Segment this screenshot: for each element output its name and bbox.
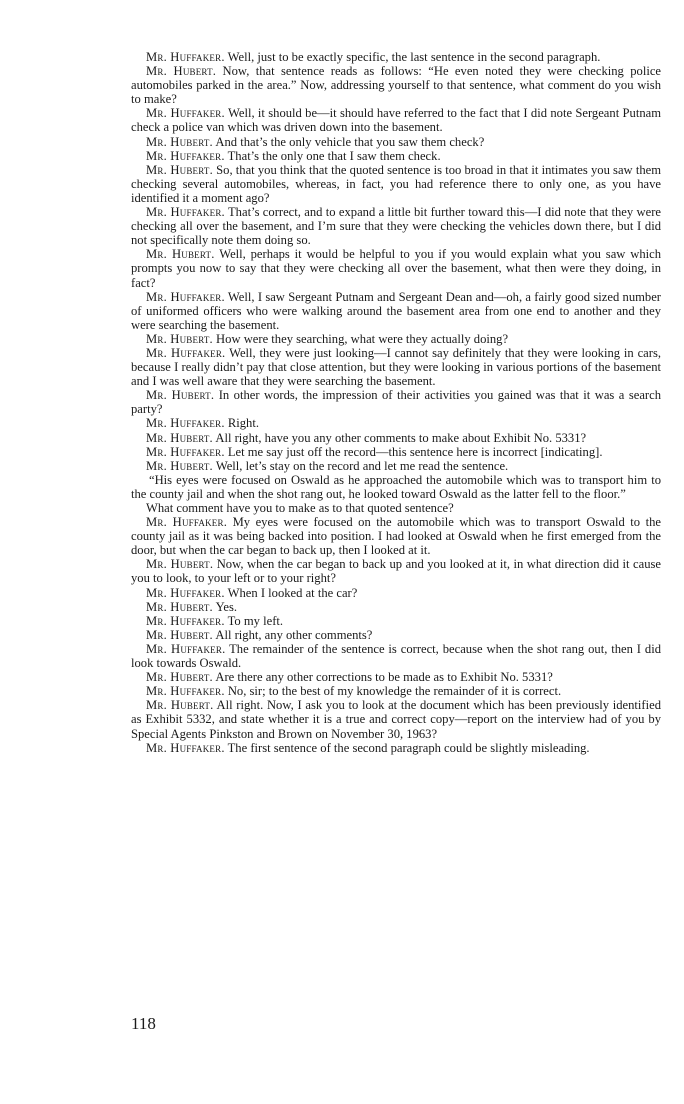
paragraph-text: “His eyes were focused on Oswald as he approached the automobile which was to transport him to the county jail and when the shot rang out, he looked toward Oswald as the latter fell to the floor.” — [131, 472, 661, 501]
transcript-paragraph — [131, 459, 661, 473]
speaker-label: Mr. Hubert. — [146, 599, 213, 614]
transcript-paragraph — [131, 163, 661, 205]
speaker-label: Mr. Huffaker. — [146, 613, 225, 628]
paragraph-text: Well, perhaps it would be helpful to you if you would explain what you saw which prompts you now to say that they were checking all over the basement, what then were they doing, in fact? — [131, 247, 661, 290]
paragraph-text: Well, it should be—it should have referred to the fact that I did note Sergeant Putnam check a police van which was driven down into the basement. — [131, 106, 662, 135]
paragraph-text: My eyes were focused on the automobile which was to transport Oswald to the county jail as it was being backed into position. I had looked at Oswald when he first emerged from the door, but when the car began to back up, then I looked at it. — [131, 515, 662, 558]
speaker-label: Mr. Huffaker. — [146, 684, 225, 699]
speaker-label: Mr. Huffaker. — [146, 416, 225, 431]
paragraph-text: In other words, the impression of their activities you gained was that it was a search party? — [131, 388, 662, 417]
paragraph-text: That’s the only one that I saw them check. — [224, 148, 441, 163]
paragraph-text: Are there any other corrections to be made as to Exhibit No. 5331? — [212, 670, 553, 685]
transcript-paragraph — [131, 600, 661, 614]
paragraph-text: And that’s the only vehicle that you saw them check? — [212, 134, 485, 149]
transcript-paragraph — [131, 106, 661, 134]
paragraph-text: To my left. — [224, 613, 284, 628]
speaker-label: Mr. Huffaker. — [146, 50, 225, 64]
transcript-paragraph — [131, 586, 661, 600]
transcript-paragraph — [131, 290, 661, 332]
paragraph-text: The remainder of the sentence is correct, because when the shot rang out, then I did look towards Oswald. — [131, 641, 661, 671]
transcript-paragraph — [131, 557, 661, 585]
speaker-label: Mr. Hubert. — [146, 627, 213, 642]
speaker-label: Mr. Huffaker. — [146, 289, 225, 304]
speaker-label: Mr. Hubert. — [146, 64, 217, 79]
speaker-label: Mr. Huffaker. — [146, 444, 225, 459]
paragraph-text: Yes. — [212, 599, 238, 614]
paragraph-text: How were they searching, what were they actually doing? — [212, 331, 509, 346]
speaker-label: Mr. Hubert. — [146, 698, 214, 713]
transcript-paragraph — [131, 501, 661, 515]
transcript-paragraph — [131, 346, 661, 388]
speaker-label: Mr. Hubert. — [146, 430, 213, 445]
speaker-label: Mr. Huffaker. — [146, 106, 225, 121]
transcript-paragraph — [131, 135, 661, 149]
transcript-paragraph — [131, 741, 661, 755]
speaker-label: Mr. Huffaker. — [146, 740, 225, 755]
paragraph-text: What comment have you to make as to that quoted sentence? — [146, 501, 454, 515]
paragraph-text: Well, just to be exactly specific, the last sentence in the second paragraph. — [224, 50, 601, 64]
transcript-paragraph — [131, 698, 661, 740]
speaker-label: Mr. Hubert. — [146, 557, 214, 572]
transcript-paragraph — [131, 642, 661, 670]
speaker-label: Mr. Hubert. — [146, 134, 213, 149]
speaker-label: Mr. Hubert. — [146, 331, 213, 346]
speaker-label: Mr. Huffaker. — [146, 641, 226, 656]
transcript-paragraph — [131, 614, 661, 628]
paragraph-text: All right, have you any other comments to make about Exhibit No. 5331? — [212, 430, 587, 445]
transcript-paragraph — [131, 332, 661, 346]
speaker-label: Mr. Huffaker. — [146, 205, 225, 220]
paragraph-text: Right. — [224, 416, 259, 431]
transcript-paragraph — [131, 684, 661, 698]
paragraph-text: Now, when the car began to back up and you looked at it, in what direction did it cause you to look, to your left or to your right? — [131, 557, 661, 586]
speaker-label: Mr. Huffaker. — [146, 585, 225, 600]
paragraph-text: When I looked at the car? — [224, 585, 358, 600]
paragraph-text: Well, I saw Sergeant Putnam and Sergeant Dean and—oh, a fairly good sized number of uniformed officers who were walking around the basement area from one end to another and they were searching the basement. — [131, 289, 662, 332]
transcript-paragraph — [131, 445, 661, 459]
transcript-paragraph — [131, 149, 661, 163]
paragraph-text: So, that you think that the quoted sentence is too broad in that it intimates you saw them checking several automobiles, whereas, in fact, you had reference there to only one, as you have identified it a moment ago? — [131, 162, 662, 205]
transcript-paragraph — [131, 247, 661, 289]
transcript-paragraph — [131, 515, 661, 557]
paragraph-text: All right, any other comments? — [212, 627, 373, 642]
speaker-label: Mr. Huffaker. — [146, 515, 228, 530]
transcript-paragraph — [131, 205, 661, 247]
page-number: 118 — [131, 1014, 156, 1033]
speaker-label: Mr. Hubert. — [146, 458, 213, 473]
speaker-label: Mr. Huffaker. — [146, 345, 226, 360]
speaker-label: Mr. Hubert. — [146, 388, 215, 403]
paragraph-text: Now, that sentence reads as follows: “He even noted they were checking police automobiles parked in the area.” Now, addressing yourself to that sentence, what comment do you wish to make? — [131, 64, 662, 107]
speaker-label: Mr. Hubert. — [146, 670, 213, 685]
transcript-paragraph — [131, 473, 661, 501]
speaker-label: Mr. Huffaker. — [146, 148, 225, 163]
paragraph-text: Well, they were just looking—I cannot say definitely that they were looking in cars, because I really didn’t pay that close attention, but they were looking in various portions of the basement and I was well aware that they were searching the basement. — [131, 345, 662, 389]
speaker-label: Mr. Hubert. — [146, 162, 213, 177]
paragraph-text: Well, let’s stay on the record and let me read the sentence. — [212, 458, 509, 473]
transcript-paragraph — [131, 388, 661, 416]
paragraph-text: No, sir; to the best of my knowledge the remainder of it is correct. — [224, 684, 562, 699]
speaker-label: Mr. Hubert. — [146, 247, 215, 262]
paragraph-text: All right. Now, I ask you to look at the document which has been previously identified as Exhibit 5332, and state whether it is a true and correct copy—report on the interview had of you by Special Agents Pinkston and Brown on November 30, 1963? — [131, 698, 661, 741]
transcript-paragraph — [131, 670, 661, 684]
paragraph-text: That’s correct, and to expand a little bit further toward this—I did note that they were checking all over the basement, and I’m sure that they were checking the vehicles down there, but I did not specifically note them doing so. — [131, 205, 661, 248]
paragraph-text: The first sentence of the second paragraph could be slightly misleading. — [224, 740, 590, 755]
transcript-paragraph — [131, 431, 661, 445]
transcript-paragraph — [131, 628, 661, 642]
transcript-body — [131, 50, 661, 755]
paragraph-text: Let me say just off the record—this sentence here is incorrect [indicating]. — [224, 444, 603, 459]
transcript-paragraph — [131, 416, 661, 430]
transcript-paragraph — [131, 64, 661, 106]
transcript-paragraph — [131, 50, 661, 64]
